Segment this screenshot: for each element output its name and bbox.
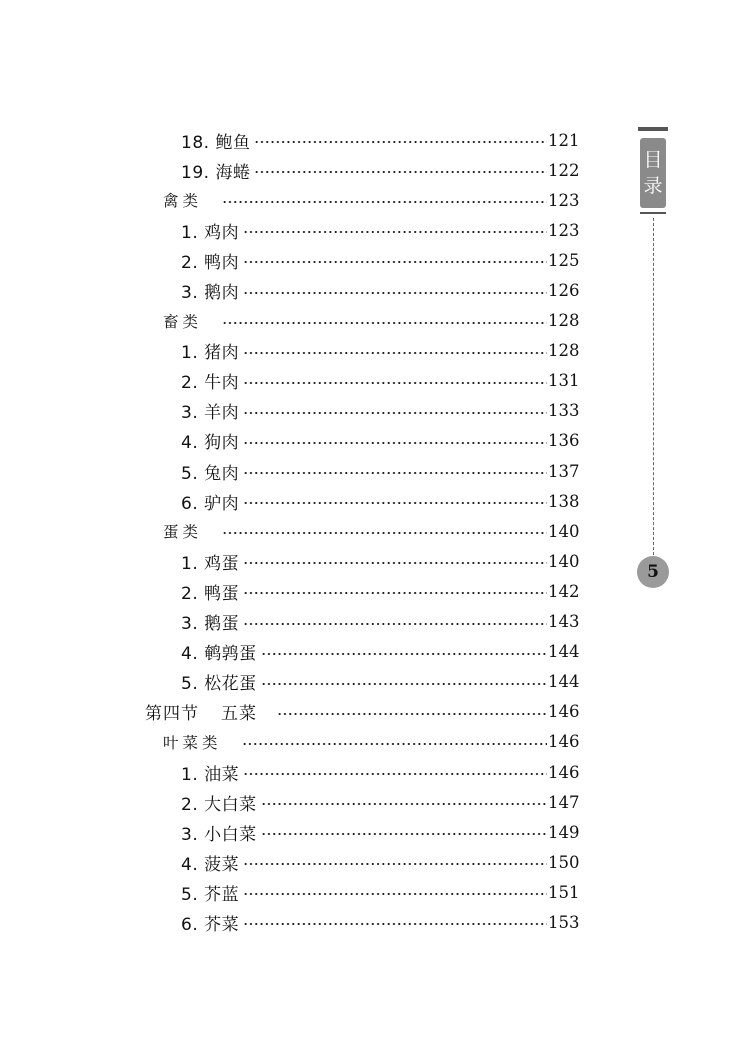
toc-page-number: 131 bbox=[548, 371, 580, 391]
dot-leader bbox=[254, 141, 547, 143]
toc-page-number: 136 bbox=[548, 431, 580, 451]
toc-entry-title: 3. 小白菜 bbox=[181, 820, 261, 845]
dot-leader bbox=[277, 713, 547, 715]
page-number-badge: 5 bbox=[637, 556, 669, 588]
tab-char-2: 录 bbox=[643, 175, 663, 197]
toc-entry-title: 5. 芥蓝 bbox=[181, 880, 243, 905]
toc-entry-item[interactable] bbox=[0, 817, 578, 847]
toc-entry-category[interactable] bbox=[0, 185, 578, 215]
tab-bottom-rule bbox=[640, 212, 666, 214]
margin-dashed-line bbox=[653, 218, 654, 555]
toc-entry-item[interactable] bbox=[0, 877, 578, 907]
toc-page-number: 125 bbox=[548, 250, 580, 270]
dot-leader bbox=[222, 201, 547, 203]
contents-side-tab bbox=[638, 127, 668, 214]
toc-entry-item[interactable] bbox=[0, 366, 578, 396]
toc-entry-title: 3. 羊肉 bbox=[181, 398, 243, 423]
toc-page-number: 149 bbox=[548, 822, 580, 842]
toc-page-number: 122 bbox=[548, 160, 580, 180]
toc-page-number: 147 bbox=[548, 792, 580, 812]
toc-page-number: 150 bbox=[548, 852, 580, 872]
toc-entry-item[interactable] bbox=[0, 607, 578, 637]
toc-entry-item[interactable] bbox=[0, 787, 578, 817]
toc-entry-item[interactable] bbox=[0, 426, 578, 456]
toc-entry-item[interactable] bbox=[0, 245, 578, 275]
toc-entry-item[interactable] bbox=[0, 486, 578, 516]
toc-entry-title bbox=[145, 699, 277, 724]
toc-page-number: 144 bbox=[548, 642, 580, 662]
dot-leader bbox=[243, 923, 547, 925]
toc-page-number: 144 bbox=[548, 672, 580, 692]
dot-leader bbox=[243, 502, 547, 504]
toc-entry-item[interactable] bbox=[0, 336, 578, 366]
dot-leader bbox=[222, 532, 547, 534]
toc-page-number: 151 bbox=[548, 882, 580, 902]
toc-page-number: 128 bbox=[548, 311, 580, 331]
table-of-contents bbox=[0, 125, 750, 938]
dot-leader bbox=[243, 773, 547, 775]
toc-entry-category[interactable] bbox=[0, 727, 578, 757]
toc-page-number: 138 bbox=[548, 491, 580, 511]
toc-entry-title: 2. 鸭肉 bbox=[181, 248, 243, 273]
dot-leader bbox=[242, 743, 547, 745]
dot-leader bbox=[243, 893, 547, 895]
dot-leader bbox=[254, 171, 547, 173]
toc-page-number: 140 bbox=[548, 521, 580, 541]
dot-leader bbox=[243, 292, 547, 294]
toc-entry-title: 叶菜类 bbox=[163, 731, 242, 753]
tab-char-1: 目 bbox=[643, 149, 663, 171]
dot-leader bbox=[261, 653, 547, 655]
toc-entry-title: 5. 松花蛋 bbox=[181, 669, 261, 694]
toc-page-number: 126 bbox=[548, 281, 580, 301]
dot-leader bbox=[261, 683, 547, 685]
toc-entry-category[interactable] bbox=[0, 306, 578, 336]
toc-entry-title: 1. 油菜 bbox=[181, 760, 243, 785]
toc-page-number: 146 bbox=[548, 702, 580, 722]
toc-page-number: 123 bbox=[548, 220, 580, 240]
toc-page-number: 140 bbox=[548, 551, 580, 571]
dot-leader bbox=[243, 261, 547, 263]
dot-leader bbox=[261, 803, 547, 805]
dot-leader bbox=[243, 863, 547, 865]
toc-entry-title: 18. 鲍鱼 bbox=[181, 128, 254, 153]
toc-entry-item[interactable] bbox=[0, 637, 578, 667]
toc-entry-title: 1. 猪肉 bbox=[181, 338, 243, 363]
toc-entry-title: 禽类 bbox=[163, 189, 222, 211]
toc-entry-title: 4. 鹌鹑蛋 bbox=[181, 639, 261, 664]
dot-leader bbox=[243, 592, 547, 594]
toc-entry-item[interactable] bbox=[0, 576, 578, 606]
toc-entry-title: 蛋类 bbox=[163, 520, 222, 542]
toc-entry-title: 2. 鸭蛋 bbox=[181, 579, 243, 604]
dot-leader bbox=[222, 322, 547, 324]
toc-page-number: 133 bbox=[548, 401, 580, 421]
dot-leader bbox=[243, 382, 547, 384]
toc-entry-item[interactable] bbox=[0, 546, 578, 576]
toc-entry-title: 3. 鹅蛋 bbox=[181, 609, 243, 634]
toc-entry-item[interactable] bbox=[0, 215, 578, 245]
toc-page-number: 137 bbox=[548, 461, 580, 481]
toc-entry-item[interactable] bbox=[0, 847, 578, 877]
toc-page-number: 153 bbox=[548, 912, 580, 932]
toc-entry-item[interactable] bbox=[0, 396, 578, 426]
toc-page-number: 123 bbox=[548, 190, 580, 210]
toc-entry-title: 4. 菠菜 bbox=[181, 850, 243, 875]
section-title: 五菜 bbox=[221, 704, 257, 725]
dot-leader bbox=[243, 472, 547, 474]
toc-page-number: 146 bbox=[548, 732, 580, 752]
toc-entry-section[interactable] bbox=[0, 697, 578, 727]
toc-page-number: 128 bbox=[548, 341, 580, 361]
toc-entry-item[interactable] bbox=[0, 907, 578, 937]
toc-page-number: 146 bbox=[548, 762, 580, 782]
toc-entry-item[interactable] bbox=[0, 757, 578, 787]
contents-tab-label bbox=[640, 138, 666, 208]
toc-entry-title: 6. 芥菜 bbox=[181, 910, 243, 935]
dot-leader bbox=[243, 231, 547, 233]
toc-entry-item[interactable] bbox=[0, 456, 578, 486]
toc-entry-item[interactable] bbox=[0, 667, 578, 697]
dot-leader bbox=[243, 442, 547, 444]
toc-entry-title: 3. 鹅肉 bbox=[181, 278, 243, 303]
dot-leader bbox=[261, 833, 547, 835]
toc-page-number: 121 bbox=[548, 130, 580, 150]
toc-page-number: 142 bbox=[548, 581, 580, 601]
toc-entry-title: 6. 驴肉 bbox=[181, 489, 243, 514]
dot-leader bbox=[243, 352, 547, 354]
toc-entry-title: 1. 鸡肉 bbox=[181, 218, 243, 243]
toc-entry-item[interactable] bbox=[0, 275, 578, 305]
section-number: 第四节 bbox=[145, 704, 199, 725]
toc-entry-item[interactable] bbox=[0, 155, 578, 185]
dot-leader bbox=[243, 562, 547, 564]
toc-entry-title: 1. 鸡蛋 bbox=[181, 549, 243, 574]
toc-entry-title: 畜类 bbox=[163, 310, 222, 332]
toc-entry-title: 19. 海蜷 bbox=[181, 158, 254, 183]
toc-entry-title: 2. 大白菜 bbox=[181, 790, 261, 815]
toc-entry-title: 4. 狗肉 bbox=[181, 428, 243, 453]
dot-leader bbox=[243, 412, 547, 414]
dot-leader bbox=[243, 623, 547, 625]
toc-entry-item[interactable] bbox=[0, 125, 578, 155]
toc-entry-category[interactable] bbox=[0, 516, 578, 546]
toc-entry-title: 2. 牛肉 bbox=[181, 368, 243, 393]
toc-entry-title: 5. 兔肉 bbox=[181, 459, 243, 484]
toc-page-number: 143 bbox=[548, 612, 580, 632]
tab-top-rule bbox=[638, 127, 668, 131]
